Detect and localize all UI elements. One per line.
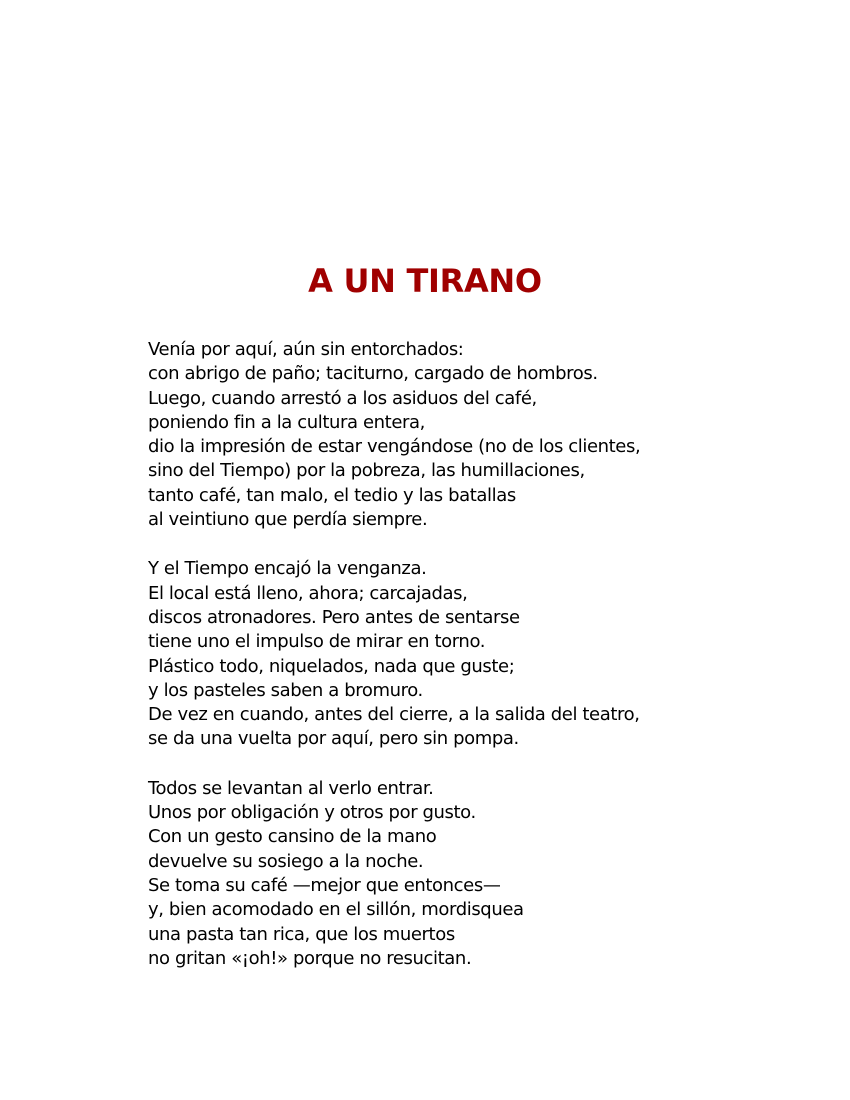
poem-line: Plástico todo, niquelados, nada que guste; <box>148 655 515 677</box>
poem-line: Y el Tiempo encajó la venganza. <box>148 558 427 580</box>
poem-line: dio la impresión de estar vengándose (no de los clientes, <box>148 436 641 458</box>
poem-line: discos atronadores. Pero antes de sentarse <box>148 606 520 628</box>
poem-line: sino del Tiempo) por la pobreza, las humillaciones, <box>148 460 585 482</box>
poem-line: De vez en cuando, antes del cierre, a la salida del teatro, <box>148 704 640 726</box>
stanza-3 <box>148 777 788 971</box>
poem-line: Se toma su café —mejor que entonces— <box>148 874 501 896</box>
poem-line: devuelve su sosiego a la noche. <box>148 850 424 872</box>
poem-line: y, bien acomodado en el sillón, mordisquea <box>148 899 524 921</box>
poem-line: Luego, cuando arrestó a los asiduos del café, <box>148 387 537 409</box>
poem-line: poniendo fin a la cultura entera, <box>148 411 425 433</box>
poem-line: tanto café, tan malo, el tedio y las batallas <box>148 484 516 506</box>
poem-line: Venía por aquí, aún sin entorchados: <box>148 339 464 360</box>
poem-line: y los pasteles saben a bromuro. <box>148 679 423 701</box>
poem-line: una pasta tan rica, que los muertos <box>148 923 455 945</box>
poem-body <box>148 338 788 996</box>
poem-title: A UN TIRANO <box>308 262 542 300</box>
poem-line: no gritan «¡oh!» porque no resucitan. <box>148 947 472 969</box>
poem-line: al veintiuno que perdía siempre. <box>148 509 428 531</box>
poem-line: con abrigo de paño; taciturno, cargado de hombros. <box>148 363 598 385</box>
poem-line: se da una vuelta por aquí, pero sin pompa. <box>148 728 519 750</box>
stanza-2 <box>148 557 788 751</box>
poem-line: tiene uno el impulso de mirar en torno. <box>148 631 486 653</box>
poem-line: Unos por obligación y otros por gusto. <box>148 802 476 824</box>
poem-line: Con un gesto cansino de la mano <box>148 826 437 848</box>
poem-line: El local está lleno, ahora; carcajadas, <box>148 582 468 604</box>
stanza-1 <box>148 338 788 532</box>
poem-line: Todos se levantan al verlo entrar. <box>148 777 434 799</box>
